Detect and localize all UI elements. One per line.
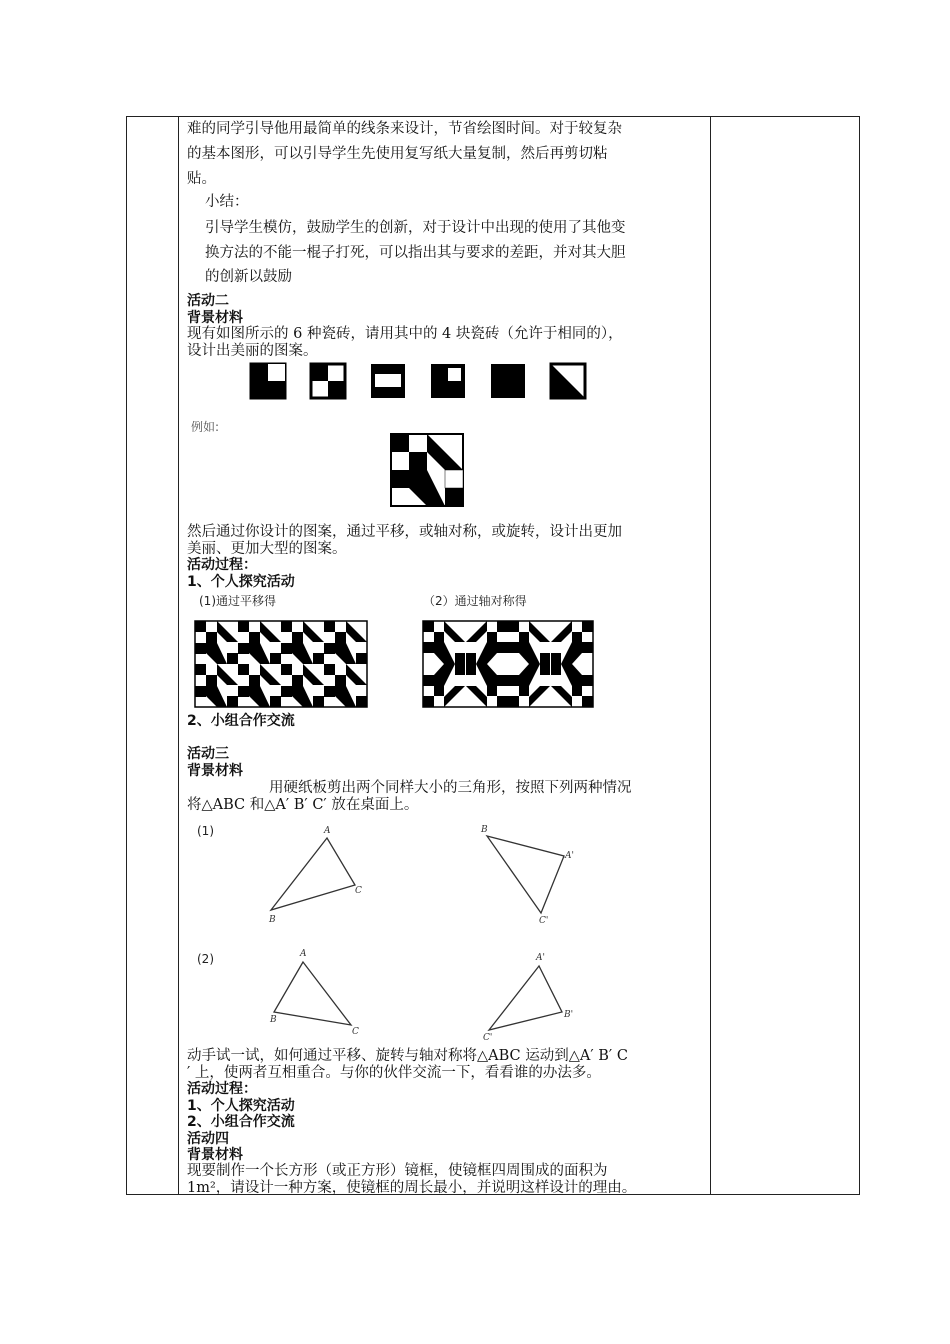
activity2-desc: 设计出美丽的图案。 bbox=[187, 343, 318, 359]
activity2-after: 美丽、更加大型的图案。 bbox=[187, 541, 347, 557]
example-label: 例如: bbox=[191, 420, 220, 434]
vertex-label: B bbox=[270, 1015, 277, 1025]
activity3-question: 动手试一试，如何通过平移、旋转与轴对称将△ABC 运动到△A′ B′ C bbox=[187, 1048, 628, 1064]
figure-label-2: (2) bbox=[197, 952, 214, 966]
tile-set bbox=[251, 364, 591, 404]
activity4-desc: 现要制作一个长方形（或正方形）镜框，使镜框四周围成的面积为 bbox=[187, 1163, 608, 1179]
activity4-title: 活动四 bbox=[187, 1131, 229, 1147]
activity2-step1: 1、个人探究活动 bbox=[187, 574, 295, 590]
activity4-bg: 背景材料 bbox=[187, 1147, 243, 1163]
text-line: 贴。 bbox=[187, 171, 216, 187]
activity2-title: 活动二 bbox=[187, 293, 229, 309]
vertex-label: B' bbox=[564, 1010, 574, 1020]
vertex-label: B bbox=[269, 915, 276, 925]
activity2-after: 然后通过你设计的图案，通过平移，或轴对称，或旋转，设计出更加 bbox=[187, 524, 622, 540]
text-line: 的创新以鼓励 bbox=[205, 269, 292, 285]
caption-translation: (1)通过平移得 bbox=[199, 594, 276, 608]
vertex-label: C bbox=[352, 1027, 359, 1037]
text-line: 的基本图形，可以引导学生先使用复写纸大量复制，然后再剪切粘 bbox=[187, 146, 608, 162]
vertex-label: A bbox=[324, 826, 331, 836]
activity2-step2: 2、小组合作交流 bbox=[187, 713, 295, 729]
triangle-figures bbox=[187, 816, 709, 1046]
activity2-desc: 现有如图所示的 6 种瓷砖，请用其中的 4 块瓷砖（允许于相同的）， bbox=[187, 326, 623, 342]
text-line: 引导学生模仿，鼓励学生的创新，对于设计中出现的使用了其他变 bbox=[205, 220, 626, 236]
vertex-label: C' bbox=[539, 916, 549, 926]
vertex-label: A' bbox=[565, 851, 574, 861]
text-line: 难的同学引导他用最简单的线条来设计，节省绘图时间。对于较复杂 bbox=[187, 121, 622, 137]
translation-pattern bbox=[195, 621, 367, 707]
tile-2 bbox=[311, 364, 345, 398]
tile-4 bbox=[431, 364, 465, 398]
vertex-label: C bbox=[355, 886, 362, 896]
figure-label-1: (1) bbox=[197, 824, 214, 838]
activity3-bg: 背景材料 bbox=[187, 763, 243, 779]
activity3-desc: 用硬纸板剪出两个同样大小的三角形，按照下列两种情况 bbox=[269, 780, 632, 796]
tile-1 bbox=[251, 364, 285, 398]
activity3-step2: 2、小组合作交流 bbox=[187, 1114, 295, 1130]
activity3-desc: 将△ABC 和△A′ B′ C′ 放在桌面上。 bbox=[187, 797, 419, 813]
activity3-question: ′ 上，使两者互相重合。与你的伙伴交流一下，看看谁的办法多。 bbox=[187, 1065, 601, 1081]
vertex-label: A bbox=[300, 949, 307, 959]
vertex-label: C' bbox=[483, 1033, 493, 1043]
tile-3 bbox=[371, 364, 405, 398]
summary-heading: 小结： bbox=[205, 194, 249, 210]
vertex-label: A' bbox=[536, 953, 545, 963]
vertex-label: B bbox=[481, 825, 488, 835]
column-divider bbox=[178, 117, 179, 1194]
tile-6 bbox=[551, 364, 585, 398]
example-pattern bbox=[391, 434, 463, 506]
main-cell bbox=[187, 116, 709, 1195]
activity3-step1: 1、个人探究活动 bbox=[187, 1098, 295, 1114]
activity2-bg: 背景材料 bbox=[187, 310, 243, 326]
reflection-pattern bbox=[423, 621, 593, 707]
activity4-desc: 1m²，请设计一种方案，使镜框的周长最小，并说明这样设计的理由。 bbox=[187, 1180, 637, 1196]
column-divider bbox=[710, 117, 711, 1194]
activity3-title: 活动三 bbox=[187, 746, 229, 762]
activity2-process: 活动过程： bbox=[187, 557, 257, 573]
tile-5 bbox=[491, 364, 525, 398]
activity3-process: 活动过程： bbox=[187, 1081, 257, 1097]
caption-reflection: （2）通过轴对称得 bbox=[423, 594, 527, 608]
text-line: 换方法的不能一棍子打死，可以指出其与要求的差距，并对其大胆 bbox=[205, 245, 626, 261]
